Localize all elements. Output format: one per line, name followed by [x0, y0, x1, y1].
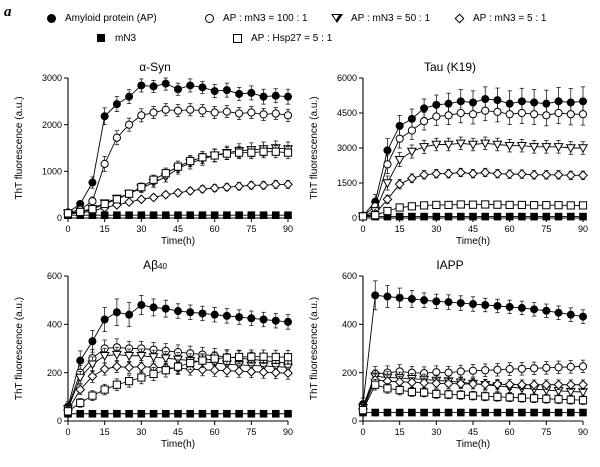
svg-text:90: 90 — [282, 427, 294, 437]
legend-item-mn3-100-1 — [198, 11, 326, 25]
x-axis-label: Time(h) — [160, 236, 196, 247]
svg-text:0: 0 — [360, 427, 366, 437]
svg-text:90: 90 — [577, 427, 589, 437]
series-filled-square — [360, 409, 587, 416]
y-axis-label: ThT fluorescence (a.u.) — [14, 296, 25, 401]
series-open-circle — [64, 339, 291, 412]
series-filled-square — [360, 213, 587, 220]
chart-tau-k19 — [305, 60, 595, 250]
svg-text:600: 600 — [341, 271, 357, 282]
x-axis-label: Time(h) — [160, 439, 196, 450]
svg-text:45: 45 — [467, 427, 479, 437]
panel-label: a — [4, 4, 12, 20]
chart-title-subscript: 40 — [158, 262, 167, 271]
legend — [40, 8, 596, 48]
series-open-square — [64, 146, 291, 217]
svg-text:45: 45 — [172, 427, 184, 437]
svg-text:30: 30 — [431, 224, 442, 234]
svg-text:30: 30 — [136, 427, 147, 437]
legend-label: AP : mN3 = 5 : 1 — [473, 12, 547, 24]
series-open-diamond — [359, 168, 587, 220]
chart-title: Tau (K19) — [423, 60, 477, 74]
svg-text:15: 15 — [394, 427, 405, 437]
svg-text:0: 0 — [351, 416, 357, 427]
chart-title: α-Syn — [139, 60, 171, 74]
svg-text:0: 0 — [65, 224, 71, 234]
legend-label: AP : mN3 = 50 : 1 — [351, 12, 431, 24]
legend-label: Amyloid protein (AP) — [65, 12, 157, 24]
svg-text:45: 45 — [172, 224, 184, 234]
chart-iapp — [305, 258, 595, 453]
svg-text:90: 90 — [282, 224, 294, 234]
svg-text:15: 15 — [99, 427, 110, 437]
svg-text:0: 0 — [56, 213, 62, 224]
y-axis-label: ThT fluorescence (a.u.) — [14, 96, 25, 200]
plot-area — [10, 258, 300, 453]
chart-title: IAPP — [436, 258, 464, 272]
open-circle-icon — [198, 11, 220, 25]
svg-text:75: 75 — [246, 427, 257, 437]
svg-text:75: 75 — [541, 224, 552, 234]
svg-text:60: 60 — [209, 224, 220, 234]
svg-text:1500: 1500 — [336, 178, 357, 189]
svg-text:30: 30 — [136, 224, 147, 234]
plot-area — [10, 60, 300, 250]
legend-label: AP : Hsp27 = 5 : 1 — [251, 32, 333, 44]
svg-text:90: 90 — [577, 224, 589, 234]
legend-item-mn3-5-1 — [448, 11, 546, 25]
svg-text:0: 0 — [56, 416, 62, 427]
chart-abeta40 — [10, 258, 300, 453]
y-axis-label: ThT fluorescence (a.u.) — [309, 96, 320, 200]
y-axis-label: ThT fluorescence (a.u.) — [309, 296, 320, 401]
svg-text:600: 600 — [46, 271, 62, 282]
svg-text:3000: 3000 — [336, 143, 357, 154]
svg-text:1000: 1000 — [41, 166, 62, 177]
svg-text:75: 75 — [541, 427, 552, 437]
plot-area — [305, 60, 595, 250]
series-filled-square — [65, 410, 292, 417]
open-square-icon — [226, 31, 248, 45]
svg-text:200: 200 — [46, 367, 62, 378]
x-axis-label: Time(h) — [455, 439, 491, 450]
filled-square-icon — [90, 31, 112, 45]
svg-text:15: 15 — [394, 224, 405, 234]
legend-item-hsp27-5-1 — [198, 31, 332, 45]
legend-item-amyloid-protein — [40, 11, 198, 25]
legend-item-mn3-50-1 — [326, 11, 448, 25]
legend-label: mN3 — [115, 32, 137, 44]
svg-text:200: 200 — [341, 367, 357, 378]
svg-text:60: 60 — [504, 427, 515, 437]
open-diamond-icon — [448, 11, 470, 25]
legend-row — [40, 28, 596, 48]
chart-alpha-syn — [10, 60, 300, 250]
svg-text:4500: 4500 — [336, 108, 357, 119]
svg-text:3000: 3000 — [41, 73, 62, 84]
svg-text:60: 60 — [209, 427, 220, 437]
legend-item-mn3 — [40, 31, 198, 45]
filled-circle-icon — [40, 11, 62, 25]
chart-title-main: Aβ — [143, 258, 158, 272]
svg-text:15: 15 — [99, 224, 110, 234]
svg-text:30: 30 — [431, 427, 442, 437]
svg-text:0: 0 — [360, 224, 366, 234]
svg-text:0: 0 — [65, 427, 71, 437]
plot-area — [305, 258, 595, 453]
svg-text:0: 0 — [351, 213, 357, 224]
svg-text:400: 400 — [341, 319, 357, 330]
x-axis-label: Time(h) — [455, 236, 491, 247]
series-open-circle — [64, 104, 291, 217]
legend-row — [40, 8, 596, 28]
svg-text:6000: 6000 — [336, 73, 357, 84]
svg-text:45: 45 — [467, 224, 479, 234]
legend-label: AP : mN3 = 100 : 1 — [223, 12, 308, 24]
open-triangle-down-icon — [326, 11, 348, 25]
svg-text:60: 60 — [504, 224, 515, 234]
svg-text:75: 75 — [246, 224, 257, 234]
svg-text:400: 400 — [46, 319, 62, 330]
svg-text:2000: 2000 — [41, 119, 62, 130]
chart-title — [10, 258, 300, 272]
